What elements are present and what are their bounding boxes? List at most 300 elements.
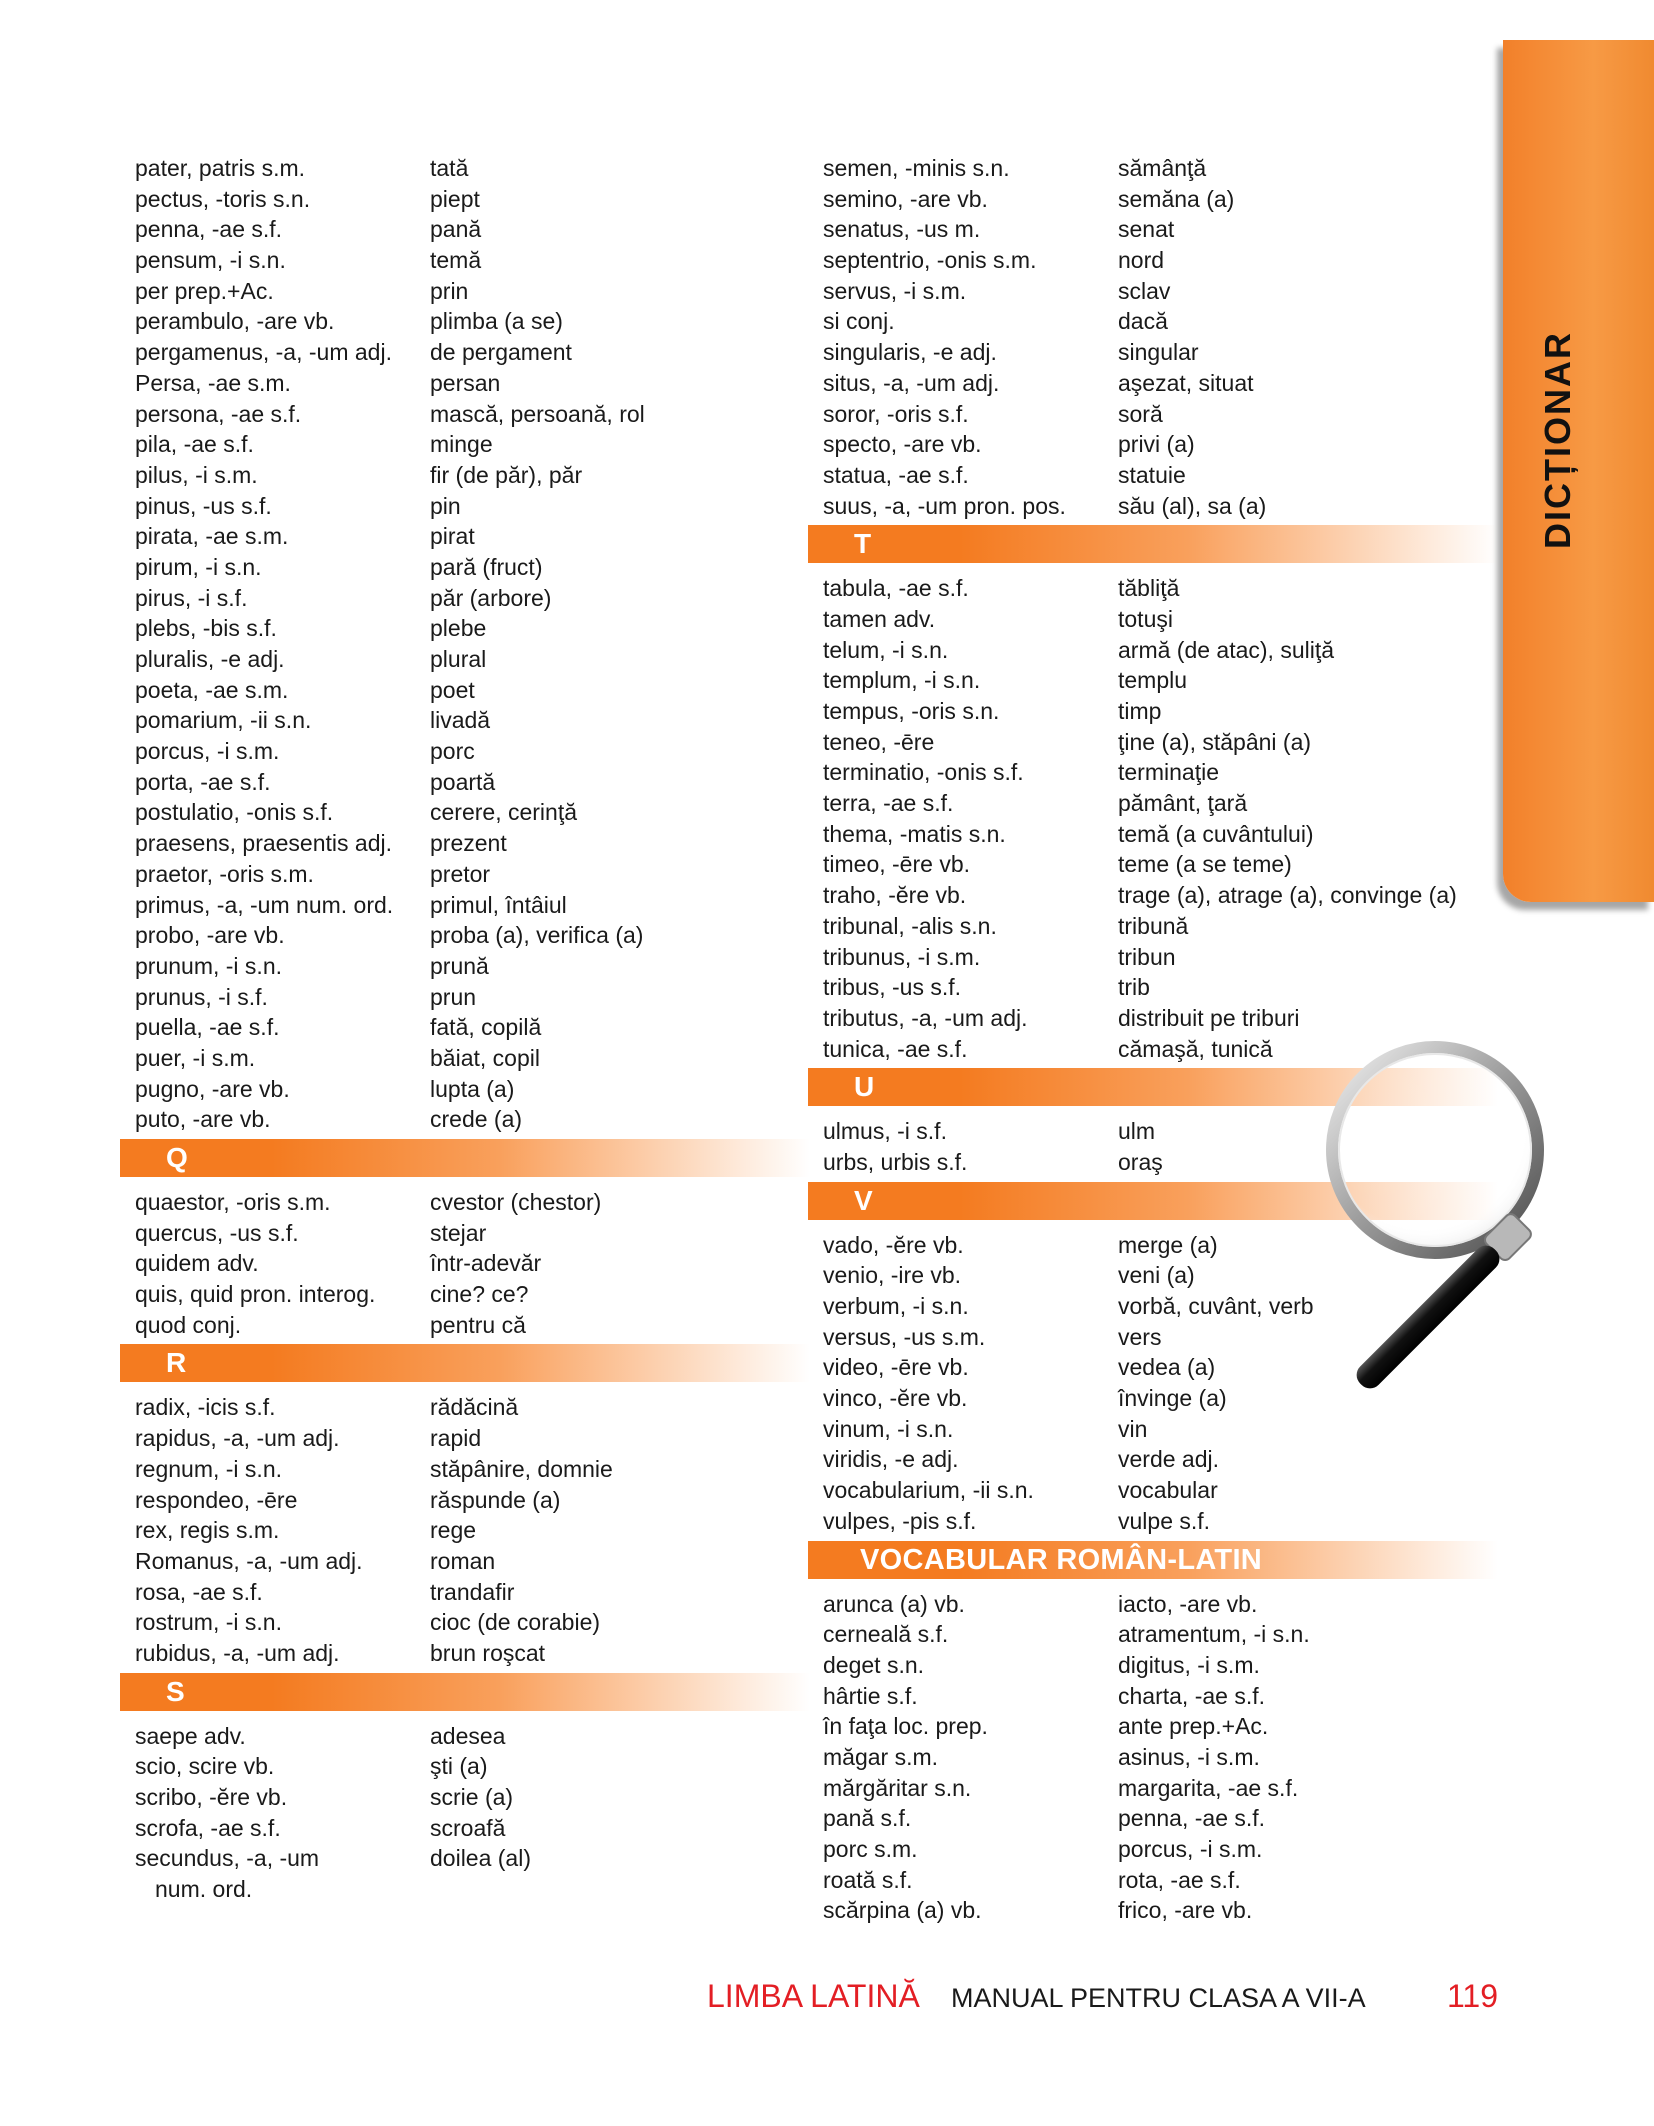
entry-term: perambulo, -are vb. bbox=[135, 308, 335, 335]
entry-translation: tribună bbox=[1118, 912, 1189, 939]
dictionary-entry bbox=[120, 1813, 810, 1844]
dictionary-entry bbox=[808, 819, 1498, 850]
entry-term: pila, -ae s.f. bbox=[135, 431, 254, 458]
entry-translation: primul, întâiul bbox=[430, 891, 567, 918]
entry-term: venio, -ire vb. bbox=[823, 1262, 962, 1289]
entry-translation: privi (a) bbox=[1118, 431, 1195, 458]
entry-term: vinum, -i s.n. bbox=[823, 1415, 954, 1442]
entry-translation: băiat, copil bbox=[430, 1044, 540, 1071]
dictionary-entry bbox=[120, 184, 810, 215]
entry-term: quaestor, -oris s.m. bbox=[135, 1189, 331, 1215]
entry-translation: tată bbox=[430, 155, 469, 181]
dictionary-entry bbox=[120, 1782, 810, 1813]
entry-translation: rapid bbox=[430, 1425, 482, 1452]
section-letter: Q bbox=[166, 1142, 188, 1173]
magnifier-handle bbox=[1352, 1241, 1505, 1394]
entry-term: video, -ēre vb. bbox=[823, 1354, 969, 1381]
entry-translation: cămaşă, tunică bbox=[1118, 1035, 1273, 1062]
dictionary-entry bbox=[808, 604, 1498, 635]
section-letter: V bbox=[854, 1184, 873, 1216]
entry-term: pană s.f. bbox=[823, 1805, 912, 1832]
entry-term: postulatio, -onis s.f. bbox=[135, 799, 334, 826]
entry-term: quercus, -us s.f. bbox=[135, 1219, 299, 1246]
entry-term: situs, -a, -um adj. bbox=[823, 369, 1000, 396]
entry-translation: livadă bbox=[430, 707, 491, 734]
entry-translation: distribuit pe triburi bbox=[1118, 1004, 1300, 1031]
entry-translation: pentru că bbox=[430, 1311, 526, 1338]
dictionary-entry bbox=[120, 1454, 810, 1485]
entry-translation: nord bbox=[1118, 247, 1165, 274]
entry-term: pomarium, -ii s.n. bbox=[135, 707, 312, 734]
dictionary-entry bbox=[120, 1279, 810, 1310]
entry-term: pirus, -i s.f. bbox=[135, 584, 248, 611]
entry-term: saepe adv. bbox=[135, 1722, 246, 1749]
entry-term: puto, -are vb. bbox=[135, 1106, 271, 1133]
entry-translation: terminaţie bbox=[1118, 759, 1219, 786]
entry-translation: cioc (de corabie) bbox=[430, 1609, 601, 1636]
entry-term: respondeo, -ēre bbox=[135, 1486, 298, 1513]
entry-translation: brun roşcat bbox=[430, 1639, 546, 1666]
entry-translation: poet bbox=[430, 676, 475, 703]
entry-term: traho, -ĕre vb. bbox=[823, 882, 967, 909]
entry-term: terra, -ae s.f. bbox=[823, 790, 954, 817]
entry-term: prunus, -i s.f. bbox=[135, 983, 268, 1010]
dictionary-entry bbox=[120, 1012, 810, 1043]
dictionary-entry bbox=[120, 1751, 810, 1782]
entry-term: per prep.+Ac. bbox=[135, 277, 274, 304]
dictionary-entry bbox=[808, 429, 1498, 460]
entry-translation: oraş bbox=[1118, 1148, 1163, 1175]
entry-translation: minge bbox=[430, 431, 493, 458]
dictionary-entry bbox=[808, 849, 1498, 880]
entry-translation: ante prep.+Ac. bbox=[1118, 1713, 1269, 1740]
section-title: DICȚIONAR bbox=[1537, 331, 1578, 549]
entry-term: ulmus, -i s.f. bbox=[823, 1118, 947, 1145]
section-letter: U bbox=[854, 1071, 875, 1103]
dictionary-entry bbox=[120, 736, 810, 767]
dictionary-entry bbox=[120, 1104, 810, 1135]
dictionary-entry bbox=[808, 757, 1498, 788]
footer-book-title: MANUAL PENTRU CLASA A VII-A bbox=[951, 1983, 1366, 2013]
entry-translation: rege bbox=[430, 1517, 477, 1544]
dictionary-entry bbox=[808, 153, 1498, 184]
section-heading-roman-latin bbox=[808, 1541, 1498, 1579]
entry-translation: aşezat, situat bbox=[1118, 369, 1254, 396]
entry-translation: asinus, -i s.m. bbox=[1118, 1743, 1260, 1770]
dictionary-entry bbox=[120, 644, 810, 675]
entry-translation: veni (a) bbox=[1118, 1262, 1195, 1289]
entry-term: tamen adv. bbox=[823, 605, 936, 632]
dictionary-entry bbox=[808, 460, 1498, 491]
dictionary-entry bbox=[808, 911, 1498, 942]
entry-translation: fată, copilă bbox=[430, 1014, 542, 1041]
dictionary-entry bbox=[120, 552, 810, 583]
entry-term: rosa, -ae s.f. bbox=[135, 1578, 263, 1605]
dictionary-entry bbox=[120, 982, 810, 1013]
entry-translation: tăbliţă bbox=[1118, 575, 1180, 602]
dictionary-entry bbox=[808, 573, 1498, 604]
dictionary-entry bbox=[120, 306, 810, 337]
dictionary-entry bbox=[808, 337, 1498, 368]
entry-translation: crede (a) bbox=[430, 1106, 523, 1133]
dictionary-entry bbox=[808, 1444, 1498, 1475]
entry-translation: senat bbox=[1118, 216, 1175, 243]
entry-translation: plural bbox=[430, 646, 487, 672]
entry-translation: porcus, -i s.m. bbox=[1118, 1836, 1263, 1862]
entry-term: măgar s.m. bbox=[823, 1743, 939, 1770]
entry-translation: totuşi bbox=[1118, 605, 1173, 632]
entry-translation: pană bbox=[430, 216, 482, 243]
dictionary-entry bbox=[120, 245, 810, 276]
dictionary-entry bbox=[120, 1638, 810, 1669]
section-side-tab-label bbox=[1498, 260, 1618, 620]
entry-term: quidem adv. bbox=[135, 1250, 259, 1277]
entry-term: quod conj. bbox=[135, 1311, 242, 1338]
dictionary-entry bbox=[808, 1589, 1498, 1620]
entry-translation: sămânţă bbox=[1118, 155, 1207, 181]
entry-translation: vocabular bbox=[1118, 1477, 1218, 1504]
entry-translation: pin bbox=[430, 492, 461, 519]
entry-translation: vorbă, cuvânt, verb bbox=[1118, 1293, 1314, 1319]
entry-term: pectus, -toris s.n. bbox=[135, 185, 311, 212]
dictionary-entry bbox=[808, 245, 1498, 276]
dictionary-entry bbox=[808, 696, 1498, 727]
dictionary-entry bbox=[120, 797, 810, 828]
entry-term: în faţa loc. prep. bbox=[823, 1713, 988, 1740]
entry-translation: margarita, -ae s.f. bbox=[1118, 1774, 1299, 1801]
entry-term: pirata, -ae s.m. bbox=[135, 523, 289, 550]
entry-term: Romanus, -a, -um adj. bbox=[135, 1547, 363, 1574]
entry-term-continuation: num. ord. bbox=[155, 1876, 253, 1903]
entry-translation: iacto, -are vb. bbox=[1118, 1590, 1258, 1617]
entry-term: pinus, -us s.f. bbox=[135, 492, 272, 519]
dictionary-entry bbox=[120, 1392, 810, 1423]
entry-term: secundus, -a, -um bbox=[135, 1845, 320, 1872]
entry-translation: stejar bbox=[430, 1219, 487, 1246]
entry-term: semino, -are vb. bbox=[823, 185, 988, 212]
entry-translation: merge (a) bbox=[1118, 1231, 1218, 1258]
entry-translation: său (al), sa (a) bbox=[1118, 492, 1267, 519]
dictionary-entry bbox=[120, 1485, 810, 1516]
dictionary-entry bbox=[120, 1607, 810, 1638]
entry-term: servus, -i s.m. bbox=[823, 277, 967, 304]
entry-term: probo, -are vb. bbox=[135, 922, 285, 949]
entry-term: tempus, -oris s.n. bbox=[823, 698, 1000, 724]
entry-term: praetor, -oris s.m. bbox=[135, 860, 314, 887]
entry-term: quis, quid pron. interog. bbox=[135, 1281, 376, 1308]
entry-translation: sclav bbox=[1118, 277, 1171, 304]
dictionary-entry bbox=[808, 1803, 1498, 1834]
section-letter: S bbox=[166, 1675, 185, 1707]
entry-translation: scroafă bbox=[430, 1814, 506, 1841]
entry-term: roată s.f. bbox=[823, 1866, 913, 1893]
entry-translation: vers bbox=[1118, 1323, 1162, 1350]
entry-translation: roman bbox=[430, 1547, 496, 1574]
entry-translation: într-adevăr bbox=[430, 1250, 542, 1277]
dictionary-entry bbox=[120, 1577, 810, 1608]
entry-term: Persa, -ae s.m. bbox=[135, 369, 291, 396]
entry-term: porc s.m. bbox=[823, 1836, 918, 1862]
dictionary-entry bbox=[120, 1218, 810, 1249]
entry-translation: timp bbox=[1118, 698, 1162, 724]
entry-translation: rădăcină bbox=[430, 1394, 519, 1421]
dictionary-entry bbox=[808, 942, 1498, 973]
entry-translation: porc bbox=[430, 738, 475, 765]
dictionary-entry bbox=[808, 184, 1498, 215]
dictionary-entry bbox=[808, 1895, 1498, 1926]
dictionary-entry bbox=[120, 1074, 810, 1105]
dictionary-entry bbox=[120, 705, 810, 736]
dictionary-entry bbox=[808, 399, 1498, 430]
dictionary-entry bbox=[808, 306, 1498, 337]
entry-translation: păr (arbore) bbox=[430, 584, 552, 611]
entry-translation: mască, persoană, rol bbox=[430, 400, 645, 427]
entry-term: septentrio, -onis s.m. bbox=[823, 247, 1037, 274]
entry-term: tabula, -ae s.f. bbox=[823, 575, 969, 602]
entry-term: tribunal, -alis s.n. bbox=[823, 912, 997, 939]
left-column bbox=[120, 153, 810, 1905]
entry-term: specto, -are vb. bbox=[823, 431, 982, 458]
entry-translation: răspunde (a) bbox=[430, 1486, 561, 1513]
dictionary-entry bbox=[120, 767, 810, 798]
entry-term: suus, -a, -um pron. pos. bbox=[823, 492, 1066, 519]
dictionary-entry bbox=[120, 276, 810, 307]
entry-translation: teme (a se teme) bbox=[1118, 851, 1292, 878]
entry-translation: trandafir bbox=[430, 1578, 515, 1605]
entry-translation: plimba (a se) bbox=[430, 308, 563, 335]
entry-translation: cvestor (chestor) bbox=[430, 1189, 602, 1215]
dictionary-entry bbox=[808, 665, 1498, 696]
entry-term: pilus, -i s.m. bbox=[135, 461, 258, 488]
dictionary-entry bbox=[120, 675, 810, 706]
section-heading-t bbox=[808, 525, 1498, 563]
entry-term: primus, -a, -um num. ord. bbox=[135, 891, 394, 918]
entry-term: pirum, -i s.n. bbox=[135, 553, 262, 580]
entry-term: scribo, -ĕre vb. bbox=[135, 1784, 288, 1810]
entry-translation: trib bbox=[1118, 974, 1150, 1001]
entry-term: deget s.n. bbox=[823, 1651, 925, 1678]
entry-translation: rota, -ae s.f. bbox=[1118, 1866, 1241, 1893]
entry-term: vado, -ĕre vb. bbox=[823, 1231, 964, 1258]
dictionary-entry bbox=[808, 727, 1498, 758]
entry-term: timeo, -ēre vb. bbox=[823, 851, 970, 878]
entry-term: penna, -ae s.f. bbox=[135, 216, 283, 243]
dictionary-entry bbox=[120, 368, 810, 399]
entry-translation: soră bbox=[1118, 400, 1163, 427]
entry-translation: adesea bbox=[430, 1722, 506, 1749]
entry-translation: prună bbox=[430, 952, 489, 979]
dictionary-entry bbox=[808, 1773, 1498, 1804]
entry-term: scrofa, -ae s.f. bbox=[135, 1814, 281, 1841]
entry-term: poeta, -ae s.m. bbox=[135, 676, 289, 703]
dictionary-entry bbox=[120, 1721, 810, 1752]
entry-translation: verde adj. bbox=[1118, 1446, 1220, 1473]
entry-term: porcus, -i s.m. bbox=[135, 738, 280, 765]
dictionary-entry bbox=[120, 1546, 810, 1577]
entry-term: urbs, urbis s.f. bbox=[823, 1148, 968, 1175]
dictionary-entry bbox=[120, 214, 810, 245]
entry-translation: prezent bbox=[430, 830, 507, 857]
entry-term: viridis, -e adj. bbox=[823, 1446, 959, 1473]
dictionary-entry bbox=[120, 890, 810, 921]
entry-translation: plebe bbox=[430, 615, 487, 642]
entry-term: mărgăritar s.n. bbox=[823, 1774, 972, 1801]
section-heading-q bbox=[120, 1139, 810, 1177]
dictionary-entry bbox=[808, 1003, 1498, 1034]
entry-translation: pară (fruct) bbox=[430, 553, 543, 580]
entry-translation: cerere, cerinţă bbox=[430, 799, 578, 826]
dictionary-entry bbox=[808, 972, 1498, 1003]
dictionary-entry bbox=[808, 1650, 1498, 1681]
entry-translation: penna, -ae s.f. bbox=[1118, 1805, 1266, 1832]
dictionary-entry bbox=[120, 1423, 810, 1454]
entry-term: pluralis, -e adj. bbox=[135, 646, 285, 672]
entry-translation: de pergament bbox=[430, 339, 572, 366]
entry-term: plebs, -bis s.f. bbox=[135, 615, 277, 642]
entry-term: porta, -ae s.f. bbox=[135, 768, 271, 795]
dictionary-entry bbox=[808, 1865, 1498, 1896]
entry-translation: vin bbox=[1118, 1415, 1148, 1442]
section-heading-s bbox=[120, 1673, 810, 1711]
entry-term: tunica, -ae s.f. bbox=[823, 1035, 968, 1062]
entry-translation: persan bbox=[430, 369, 501, 396]
entry-translation: frico, -are vb. bbox=[1118, 1897, 1253, 1924]
entry-term: pergamenus, -a, -um adj. bbox=[135, 339, 392, 366]
entry-translation: stăpânire, domnie bbox=[430, 1455, 613, 1482]
entry-term: versus, -us s.m. bbox=[823, 1323, 986, 1350]
section-heading-r bbox=[120, 1344, 810, 1382]
section-letter: R bbox=[166, 1347, 187, 1379]
entry-translation: vedea (a) bbox=[1118, 1354, 1216, 1381]
entry-term: vulpes, -pis s.f. bbox=[823, 1507, 977, 1534]
entry-translation: armă (de atac), suliţă bbox=[1118, 636, 1335, 663]
dictionary-entry bbox=[808, 1742, 1498, 1773]
page-number: 119 bbox=[1447, 1978, 1499, 2014]
entry-term: rex, regis s.m. bbox=[135, 1517, 280, 1544]
dictionary-entry bbox=[808, 276, 1498, 307]
dictionary-entry bbox=[808, 491, 1498, 522]
entry-term: semen, -minis s.n. bbox=[823, 155, 1010, 181]
entry-term: tributus, -a, -um adj. bbox=[823, 1004, 1028, 1031]
entry-term: prunum, -i s.n. bbox=[135, 952, 282, 979]
entry-term: thema, -matis s.n. bbox=[823, 820, 1006, 847]
entry-term: statua, -ae s.f. bbox=[823, 461, 969, 488]
dictionary-entry bbox=[120, 920, 810, 951]
entry-translation: singular bbox=[1118, 339, 1199, 366]
entry-translation: charta, -ae s.f. bbox=[1118, 1682, 1266, 1709]
entry-translation: temă bbox=[430, 247, 482, 274]
entry-term: pater, patris s.m. bbox=[135, 155, 306, 181]
entry-translation: tribun bbox=[1118, 943, 1176, 970]
entry-translation: pirat bbox=[430, 523, 475, 550]
dictionary-entry bbox=[120, 1248, 810, 1279]
dictionary-entry bbox=[120, 491, 810, 522]
entry-term: tribus, -us s.f. bbox=[823, 974, 962, 1001]
entry-term: praesens, praesentis adj. bbox=[135, 830, 392, 857]
entry-translation: şti (a) bbox=[430, 1753, 488, 1780]
dictionary-entry bbox=[120, 1187, 810, 1218]
dictionary-entry bbox=[808, 1414, 1498, 1445]
entry-translation: semăna (a) bbox=[1118, 185, 1235, 212]
dictionary-entry bbox=[808, 1834, 1498, 1865]
entry-translation: scrie (a) bbox=[430, 1784, 514, 1810]
entry-term: vinco, -ĕre vb. bbox=[823, 1385, 968, 1412]
entry-translation: prin bbox=[430, 277, 469, 304]
magnifying-glass-icon bbox=[1315, 1030, 1654, 1410]
entry-term: hârtie s.f. bbox=[823, 1682, 918, 1709]
dictionary-entry bbox=[120, 613, 810, 644]
dictionary-entry bbox=[808, 788, 1498, 819]
dictionary-entry bbox=[120, 460, 810, 491]
dictionary-entry bbox=[808, 1475, 1498, 1506]
entry-term: teneo, -ēre bbox=[823, 728, 935, 755]
dictionary-entry bbox=[120, 583, 810, 614]
entry-term: verbum, -i s.n. bbox=[823, 1293, 969, 1319]
entry-translation: pământ, ţară bbox=[1118, 790, 1248, 817]
dictionary-entry bbox=[120, 429, 810, 460]
entry-term: puella, -ae s.f. bbox=[135, 1014, 280, 1041]
entry-translation: trage (a), atrage (a), convinge (a) bbox=[1118, 882, 1457, 909]
entry-term: templum, -i s.n. bbox=[823, 667, 981, 694]
dictionary-entry bbox=[120, 521, 810, 552]
dictionary-entry bbox=[808, 1681, 1498, 1712]
entry-term: vocabularium, -ii s.n. bbox=[823, 1477, 1034, 1504]
dictionary-entry bbox=[120, 1310, 810, 1341]
dictionary-entry bbox=[120, 859, 810, 890]
entry-translation: doilea (al) bbox=[430, 1845, 531, 1872]
entry-term: puer, -i s.m. bbox=[135, 1044, 256, 1071]
entry-translation: piept bbox=[430, 185, 480, 212]
entry-translation: atramentum, -i s.n. bbox=[1118, 1621, 1310, 1648]
dictionary-entry bbox=[120, 951, 810, 982]
dictionary-entry bbox=[120, 828, 810, 859]
entry-translation: învinge (a) bbox=[1118, 1385, 1227, 1412]
entry-translation: lupta (a) bbox=[430, 1075, 515, 1102]
entry-term: telum, -i s.n. bbox=[823, 636, 949, 663]
entry-translation: fir (de păr), păr bbox=[430, 461, 583, 488]
entry-term: regnum, -i s.n. bbox=[135, 1455, 282, 1482]
entry-term: scio, scire vb. bbox=[135, 1753, 275, 1780]
dictionary-entry bbox=[808, 635, 1498, 666]
entry-term: soror, -oris s.f. bbox=[823, 400, 969, 427]
section-letter: T bbox=[854, 528, 872, 560]
entry-term: si conj. bbox=[823, 308, 895, 335]
entry-continuation bbox=[120, 1874, 810, 1905]
dictionary-entry bbox=[808, 880, 1498, 911]
entry-translation: temă (a cuvântului) bbox=[1118, 820, 1314, 847]
dictionary-entry bbox=[808, 1619, 1498, 1650]
entry-translation: ţine (a), stăpâni (a) bbox=[1118, 728, 1312, 755]
footer-subject: LIMBA LATINĂ bbox=[707, 1978, 920, 2014]
entry-term: pensum, -i s.n. bbox=[135, 247, 286, 274]
entry-translation: templu bbox=[1118, 667, 1188, 694]
entry-term: tribunus, -i s.m. bbox=[823, 943, 981, 970]
dictionary-entry bbox=[808, 1506, 1498, 1537]
dictionary-entry bbox=[808, 1711, 1498, 1742]
dictionary-entry bbox=[120, 153, 810, 184]
entry-translation: cine? ce? bbox=[430, 1281, 529, 1308]
entry-term: persona, -ae s.f. bbox=[135, 400, 302, 427]
entry-term: singularis, -e adj. bbox=[823, 339, 997, 366]
page-footer bbox=[707, 1974, 1527, 2018]
entry-term: pugno, -are vb. bbox=[135, 1075, 290, 1102]
entry-term: terminatio, -onis s.f. bbox=[823, 759, 1024, 786]
entry-translation: digitus, -i s.m. bbox=[1118, 1651, 1260, 1678]
entry-term: scărpina (a) vb. bbox=[823, 1897, 982, 1924]
entry-translation: ulm bbox=[1118, 1118, 1156, 1145]
dictionary-entry bbox=[120, 337, 810, 368]
dictionary-entry bbox=[808, 214, 1498, 245]
